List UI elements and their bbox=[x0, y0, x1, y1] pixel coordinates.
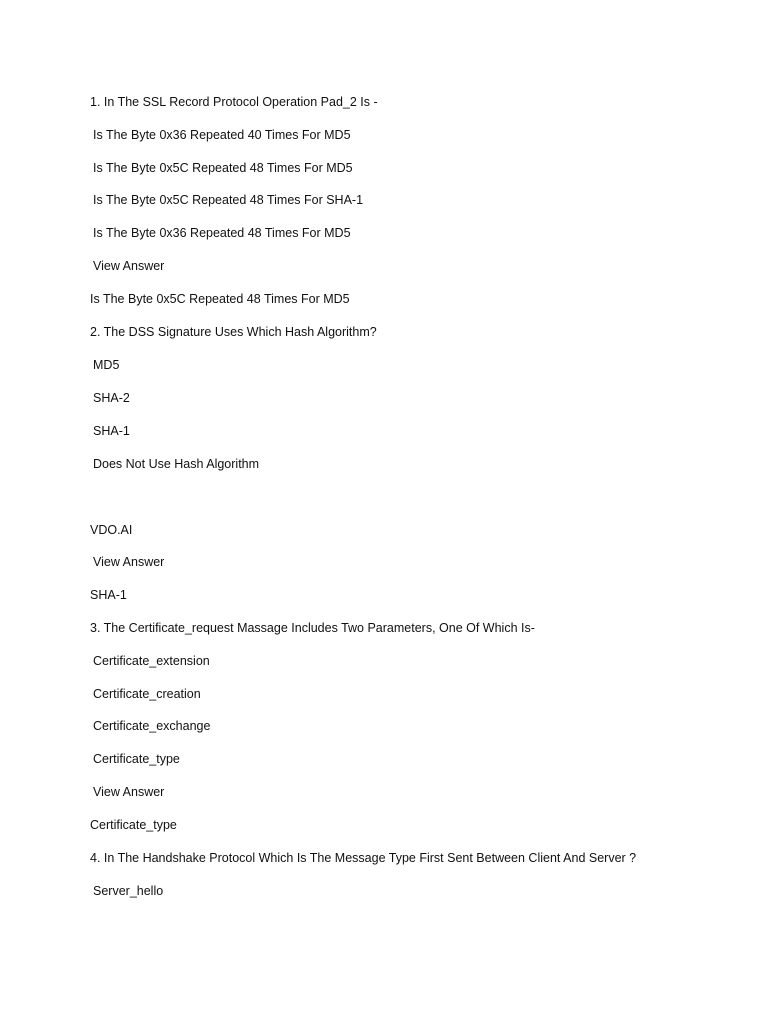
question-3-option-2: Certificate_creation bbox=[93, 687, 201, 701]
question-1-option-2: Is The Byte 0x5C Repeated 48 Times For MD5 bbox=[93, 161, 353, 175]
question-2-text: 2. The DSS Signature Uses Which Hash Algorithm? bbox=[90, 325, 377, 339]
question-2-option-1: MD5 bbox=[93, 358, 120, 372]
question-3-text: 3. The Certificate_request Massage Includes Two Parameters, One Of Which Is- bbox=[90, 621, 535, 635]
ad-label: VDO.AI bbox=[90, 523, 133, 537]
question-3-answer: Certificate_type bbox=[90, 818, 177, 832]
question-1-view-answer: View Answer bbox=[93, 259, 165, 273]
question-3-option-1: Certificate_extension bbox=[93, 654, 210, 668]
question-4-option-1: Server_hello bbox=[93, 884, 164, 898]
question-1-answer: Is The Byte 0x5C Repeated 48 Times For MD5 bbox=[90, 292, 350, 306]
question-1-option-3: Is The Byte 0x5C Repeated 48 Times For SHA-1 bbox=[93, 193, 364, 207]
question-3-view-answer: View Answer bbox=[93, 785, 165, 799]
question-2-option-2: SHA-2 bbox=[93, 391, 130, 405]
question-2-option-3: SHA-1 bbox=[93, 424, 130, 438]
question-1-option-4: Is The Byte 0x36 Repeated 48 Times For MD5 bbox=[93, 226, 351, 240]
question-1-option-1: Is The Byte 0x36 Repeated 40 Times For MD5 bbox=[93, 128, 351, 142]
question-3-option-3: Certificate_exchange bbox=[93, 719, 211, 733]
question-2-answer: SHA-1 bbox=[90, 588, 127, 602]
question-1-text: 1. In The SSL Record Protocol Operation Pad_2 Is - bbox=[90, 95, 378, 109]
question-3-option-4: Certificate_type bbox=[93, 752, 180, 766]
question-2-option-4: Does Not Use Hash Algorithm bbox=[93, 457, 260, 471]
question-4-text: 4. In The Handshake Protocol Which Is The Message Type First Sent Between Client And Server ? bbox=[90, 851, 637, 865]
question-2-view-answer: View Answer bbox=[93, 555, 165, 569]
